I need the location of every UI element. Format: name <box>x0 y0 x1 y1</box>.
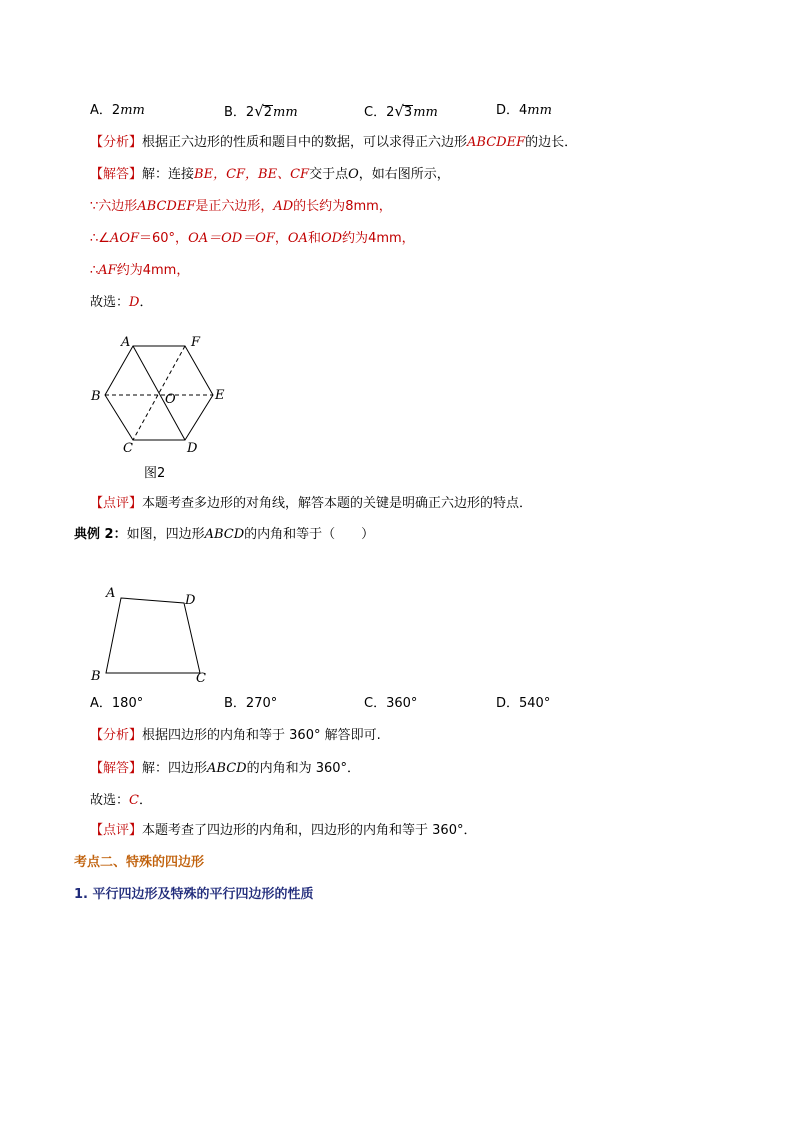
label-c: C <box>196 671 206 686</box>
option-c: C．360° <box>364 696 418 711</box>
ex2-answer: 【解答】解：四边形ABCD的内角和为 360°． <box>90 761 361 776</box>
ex1-answer-line3: ∴∠AOF＝60°，OA＝OD＝OF，OA和OD约为4mm， <box>90 231 415 246</box>
option-b: B．2√2mm <box>224 102 298 120</box>
quadrilateral-figure <box>86 580 226 690</box>
ex1-answer-line4: ∴AF约为4mm， <box>90 263 190 278</box>
ex1-answer-line2: ∵六边形ABCDEF是正六边形，AD的长约为8mm， <box>90 199 392 214</box>
question1-options <box>90 102 690 120</box>
ex1-answer-line1: 【解答】解：连接BE，CF，BE、CF交于点O，如右图所示， <box>90 167 450 182</box>
option-a: A．180° <box>90 696 144 711</box>
ex1-analysis: 【分析】根据正六边形的性质和题目中的数据，可以求得正六边形ABCDEF的边长． <box>90 135 578 150</box>
ex2-title: 典例 2：如图，四边形ABCD的内角和等于（ ） <box>74 527 375 542</box>
option-d: D．540° <box>496 696 551 711</box>
section-subheading: 1. 平行四边形及特殊的平行四边形的性质 <box>74 887 314 902</box>
label-a: A <box>121 335 131 350</box>
ex2-comment: 【点评】本题考查了四边形的内角和，四边形的内角和等于 360°． <box>90 823 477 838</box>
label-e: E <box>215 388 225 403</box>
figure-caption: 图2 <box>144 466 166 481</box>
label-b: B <box>91 669 101 684</box>
ex2-choose: 故选：C． <box>90 793 152 808</box>
label-f: F <box>191 335 201 350</box>
option-d: D．4mm <box>496 103 552 118</box>
ex1-comment: 【点评】本题考查多边形的对角线，解答本题的关键是明确正六边形的特点． <box>90 496 533 511</box>
ex1-choose: 故选：D． <box>90 295 153 310</box>
section-heading: 考点二、特殊的四边形 <box>74 855 205 870</box>
radical-sign: √ <box>254 102 264 120</box>
ex2-options <box>90 695 690 713</box>
option-a: A．2mm <box>90 103 145 118</box>
quadrilateral-outline <box>106 598 200 673</box>
label-c: C <box>123 441 133 456</box>
label-o: O <box>165 392 176 407</box>
option-c: C．2√3mm <box>364 102 438 120</box>
label-b: B <box>91 389 101 404</box>
option-b: B．270° <box>224 696 278 711</box>
ex2-analysis: 【分析】根据四边形的内角和等于 360° 解答即可. <box>90 728 381 743</box>
label-a: A <box>106 586 116 601</box>
label-d: D <box>185 593 196 608</box>
hexagon-figure <box>85 328 245 458</box>
radical-sign: √ <box>394 102 404 120</box>
label-d: D <box>187 441 198 456</box>
